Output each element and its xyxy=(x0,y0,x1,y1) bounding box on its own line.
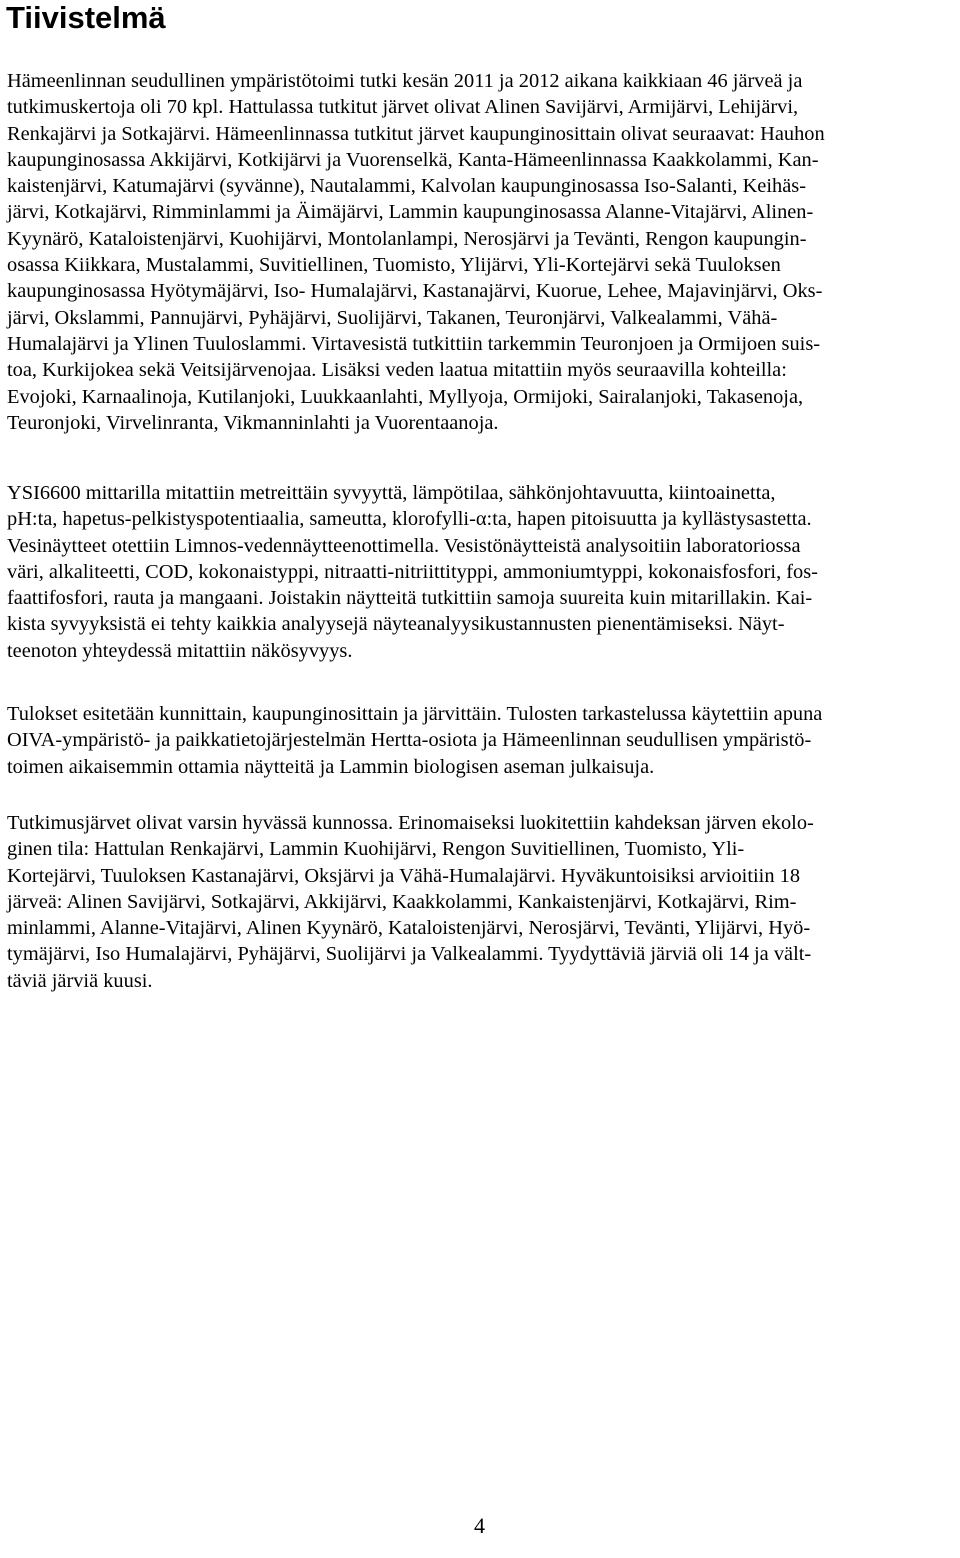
paragraph-results-presentation xyxy=(7,701,955,780)
text-line: Hämeenlinnan seudullinen ympäristötoimi tutki kesän 2011 ja 2012 aikana kaikkiaan 46 järveä ja xyxy=(7,70,803,92)
text-line: kaupunginosassa Akkijärvi, Kotkijärvi ja Vuorenselkä, Kanta-Hämeenlinnassa Kaakkolammi, Kan- xyxy=(7,148,819,171)
text-line: tymäjärvi, Iso Humalajärvi, Pyhäjärvi, Suolijärvi ja Valkealammi. Tyydyttäviä järviä oli 14 ja vält- xyxy=(7,943,812,966)
text-line: järveä: Alinen Savijärvi, Sotkajärvi, Akkijärvi, Kaakkolammi, Kankaistenjärvi, Kotkajärvi, Rim- xyxy=(7,890,797,913)
paragraph-lake-condition xyxy=(7,810,955,994)
text-line: Humalajärvi ja Ylinen Tuuloslammi. Virtavesistä tutkittiin tarkemmin Teuronjoen ja Ormijoen suis- xyxy=(7,332,821,355)
text-line: OIVA-ympäristö- ja paikkatietojärjestelmän Hertta-osiota ja Hämeenlinnan seudullisen ympäristö- xyxy=(7,729,812,752)
paragraph-measurements xyxy=(7,480,955,664)
text-line: pH:ta, hapetus-pelkistyspotentiaalia, sameutta, klorofylli-α:ta, hapen pitoisuutta ja kyllästysastetta. xyxy=(7,508,812,531)
text-line: järvi, Okslammi, Pannujärvi, Pyhäjärvi, Suolijärvi, Takanen, Teuronjärvi, Valkealammi, Vähä- xyxy=(7,306,778,329)
text-line: väri, alkaliteetti, COD, kokonaistyppi, nitraatti-nitriittityppi, ammoniumtyppi, kokonaisfosfori, fos- xyxy=(7,560,818,583)
text-line: teenoton yhteydessä mitattiin näkösyvyys. xyxy=(7,639,353,662)
text-line: kaupunginosassa Hyötymäjärvi, Iso- Humalajärvi, Kastanajärvi, Kuorue, Lehee, Majavinjärvi, Oks- xyxy=(7,280,823,303)
text-line: Tulokset esitetään kunnittain, kaupunginosittain ja järvittäin. Tulosten tarkastelussa käytettiin apuna xyxy=(7,703,823,725)
text-line: Evojoki, Karnaalinoja, Kutilanjoki, Luukkaanlahti, Myllyoja, Ormijoki, Sairalanjoki, Takasenoja, xyxy=(7,385,804,408)
text-line: Vesinäytteet otettiin Limnos-vedennäytteenottimella. Vesistönäytteistä analysoitiin laboratoriossa xyxy=(7,534,801,557)
text-line: YSI6600 mittarilla mitattiin metreittäin syvyyttä, lämpötilaa, sähkönjohtavuutta, kiintoainetta, xyxy=(7,482,776,504)
page-number: 4 xyxy=(474,1513,485,1538)
paragraph-study-sites xyxy=(7,68,955,436)
text-line: minlammi, Alanne-Vitajärvi, Alinen Kyynärö, Kataloistenjärvi, Nerosjärvi, Tevänti, Ylijärvi, Hyö- xyxy=(7,917,811,940)
page-title: Tiivistelmä xyxy=(6,0,166,35)
text-line: järvi, Kotkajärvi, Rimminlammi ja Äimäjärvi, Lammin kaupunginosassa Alanne-Vitajärvi, Alinen- xyxy=(7,201,814,224)
text-line: kaistenjärvi, Katumajärvi (syvänne), Nautalammi, Kalvolan kaupunginosassa Iso-Salanti, Keihäs- xyxy=(7,175,806,198)
text-line: Renkajärvi ja Sotkajärvi. Hämeenlinnassa tutkitut järvet kaupunginosittain olivat seuraavat: Hauhon xyxy=(7,122,825,145)
text-line: kista syvyyksistä ei tehty kaikkia analyysejä näyteanalyysikustannusten pienentämiseksi. Näyt- xyxy=(7,613,785,636)
text-line: osassa Kiikkara, Mustalammi, Suvitiellinen, Tuomisto, Ylijärvi, Yli-Kortejärvi sekä Tuuloksen xyxy=(7,254,781,277)
text-line: faattifosfori, rauta ja mangaani. Joistakin näytteitä tutkittiin samoja suureita kuin mitarillakin. Kai- xyxy=(7,587,813,610)
text-line: Tutkimusjärvet olivat varsin hyvässä kunnossa. Erinomaiseksi luokitettiin kahdeksan järven ekolo- xyxy=(7,812,814,834)
text-line: ginen tila: Hattulan Renkajärvi, Lammin Kuohijärvi, Rengon Suvitiellinen, Tuomisto, Yli- xyxy=(7,838,745,861)
text-line: toa, Kurkijokea sekä Veitsijärvenojaa. Lisäksi veden laatua mitattiin myös seuraavilla kohteilla: xyxy=(7,359,787,382)
text-line: tutkimuskertoja oli 70 kpl. Hattulassa tutkitut järvet olivat Alinen Savijärvi, Armijärvi, Lehijärvi, xyxy=(7,96,799,119)
text-line: Kortejärvi, Tuuloksen Kastanajärvi, Oksjärvi ja Vähä-Humalajärvi. Hyväkuntoisiksi arvioitiin 18 xyxy=(7,864,801,887)
text-line: Kyynärö, Kataloistenjärvi, Kuohijärvi, Montolanlampi, Nerosjärvi ja Tevänti, Rengon kaupungin- xyxy=(7,227,807,250)
text-line: täviä järviä kuusi. xyxy=(7,969,153,992)
text-line: toimen aikaisemmin ottamia näytteitä ja Lammin biologisen aseman julkaisuja. xyxy=(7,755,655,778)
text-line: Teuronjoki, Virvelinranta, Vikmanninlahti ja Vuorentaanoja. xyxy=(7,411,499,434)
